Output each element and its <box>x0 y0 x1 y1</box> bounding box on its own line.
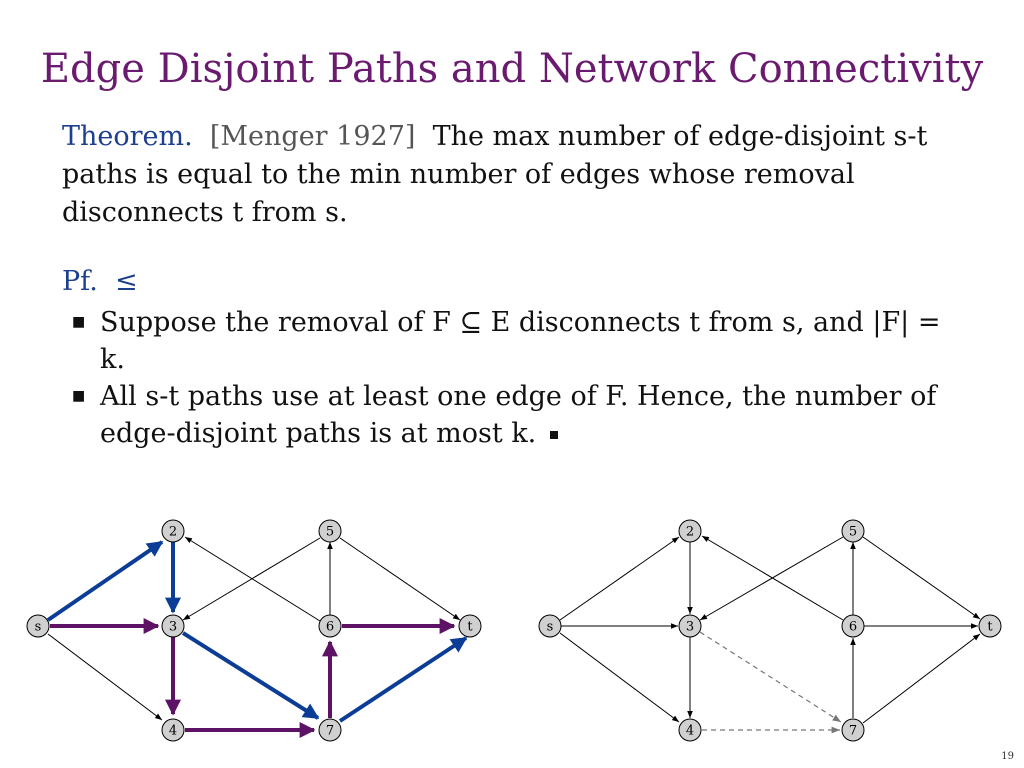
proof-symbol: ≤ <box>114 266 138 297</box>
edge-7-t <box>863 634 980 723</box>
theorem-text-line1: The max number of edge-disjoint s-t <box>432 121 928 152</box>
svg-text:7: 7 <box>325 723 335 739</box>
node-3 <box>679 615 701 637</box>
node-2 <box>162 520 184 542</box>
svg-text:6: 6 <box>325 619 335 635</box>
node-4 <box>162 719 184 741</box>
theorem-label: Theorem. <box>62 121 193 152</box>
svg-text:s: s <box>546 619 554 635</box>
slide-title: Edge Disjoint Paths and Network Connectivity <box>40 46 984 92</box>
svg-text:t: t <box>987 619 993 635</box>
proof-bullet-1-text: Suppose the removal of F ⊆ E disconnects t from s, and |F| = k. <box>100 307 941 375</box>
node-5 <box>842 520 864 542</box>
node-4 <box>679 719 701 741</box>
node-t <box>459 615 481 637</box>
edge-s-4 <box>48 634 162 720</box>
theorem-text-line3: disconnects t from s. <box>62 197 348 228</box>
svg-text:4: 4 <box>168 723 178 739</box>
graph-left <box>27 520 481 741</box>
bullet-icon: ■ <box>72 388 86 404</box>
svg-text:6: 6 <box>848 619 858 635</box>
graph-right <box>539 520 1001 741</box>
node-6 <box>842 615 864 637</box>
svg-text:t: t <box>467 619 473 635</box>
node-t <box>979 615 1001 637</box>
svg-text:5: 5 <box>325 524 335 540</box>
theorem-citation: [Menger 1927] <box>209 121 416 152</box>
edge-s-2-blue <box>48 542 162 620</box>
svg-text:4: 4 <box>685 723 695 739</box>
svg-text:7: 7 <box>848 723 858 739</box>
edge-3-7-blue <box>183 633 318 718</box>
proof-label-text: Pf. <box>62 266 98 297</box>
proof-bullet-2-text: All s-t paths use at least one edge of F. Hence, the number of edge-disjoint paths is at most k. <box>100 381 937 449</box>
edge-s-4 <box>560 633 679 722</box>
edge-5-t <box>340 538 460 620</box>
svg-text:3: 3 <box>168 619 178 635</box>
svg-text:s: s <box>34 619 42 635</box>
node-3 <box>162 615 184 637</box>
node-2 <box>679 520 701 542</box>
node-5 <box>319 520 341 542</box>
edge-s-2 <box>560 537 679 620</box>
edge-5-t <box>863 537 980 619</box>
svg-text:5: 5 <box>848 524 858 540</box>
theorem-text-line2: paths is equal to the min number of edges whose removal <box>62 159 855 190</box>
svg-text:2: 2 <box>685 524 695 540</box>
node-6 <box>319 615 341 637</box>
page-number: 19 <box>1001 751 1014 762</box>
edge-7-t-blue <box>340 638 466 721</box>
node-7 <box>319 719 341 741</box>
node-s <box>27 615 49 637</box>
bullet-icon: ■ <box>72 314 86 330</box>
svg-text:2: 2 <box>168 524 178 540</box>
node-s <box>539 615 561 637</box>
svg-text:3: 3 <box>685 619 695 635</box>
node-7 <box>842 719 864 741</box>
edge-3-7-cut <box>700 632 841 722</box>
